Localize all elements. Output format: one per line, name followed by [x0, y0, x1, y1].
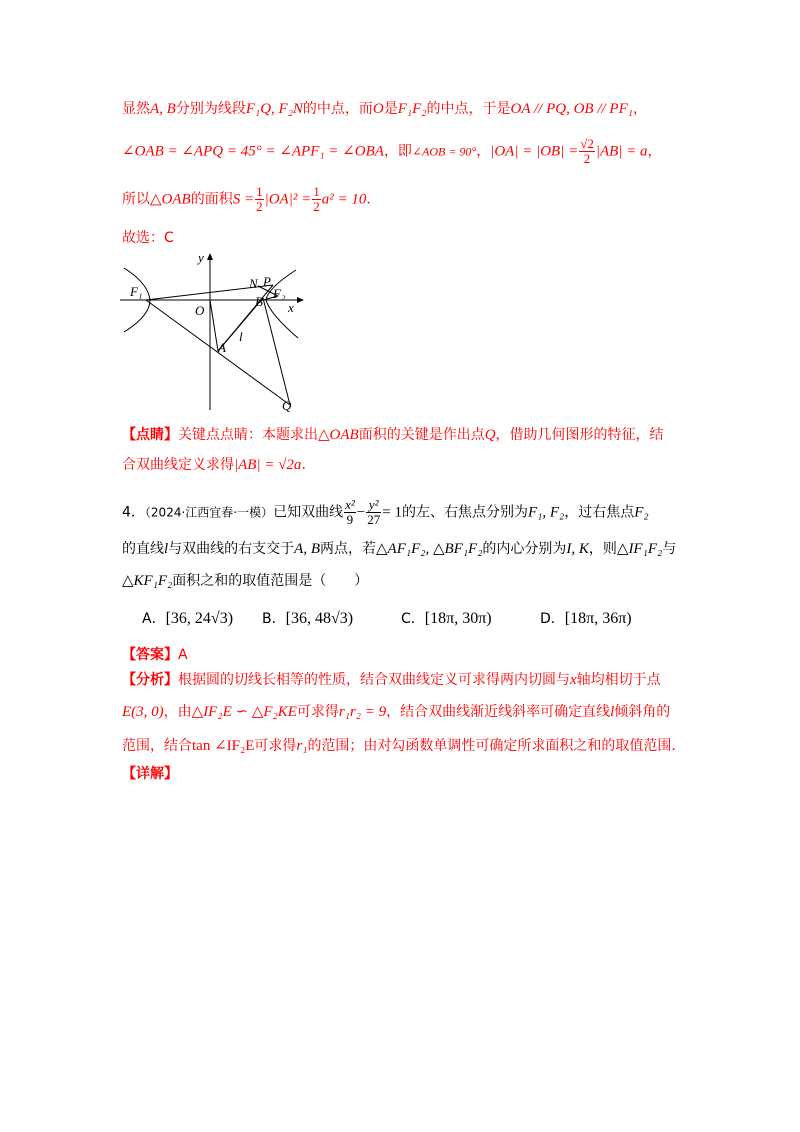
math: x — [570, 672, 577, 688]
label-F2: F₂ — [273, 286, 286, 301]
text: ，即 — [383, 143, 412, 160]
analysis-line-2 — [122, 702, 670, 722]
answer-value: A — [178, 647, 188, 663]
text: 的面积 — [190, 191, 233, 208]
text: ，结合双曲线渐近线斜率可确定直线 — [386, 704, 611, 720]
problem-4-line-1 — [122, 498, 649, 527]
text: ． — [301, 457, 316, 473]
label-O: O — [195, 303, 205, 318]
label-B: B — [255, 294, 263, 309]
answer-tag: 【答案】 — [122, 647, 178, 663]
math: tan ∠IF₂E — [192, 738, 255, 754]
label-P: P — [263, 274, 271, 289]
math: S = — [232, 191, 255, 208]
math: r₁r₂ = 9 — [338, 704, 387, 720]
fraction: $\frac{\text{y²}}{27}$ — [367, 497, 381, 527]
text: 面积的关键是作出点 — [358, 427, 485, 443]
math: |AB| = √2a — [234, 457, 302, 473]
math: F₁F₂ — [397, 101, 427, 117]
option-a[interactable] — [142, 609, 233, 629]
text: 可求得 — [254, 738, 297, 754]
tip-line-1 — [122, 425, 664, 445]
label-A: A — [218, 340, 226, 355]
math: △IF₁F₂ — [616, 541, 663, 557]
label-Q: Q — [282, 398, 292, 413]
text: 的范围；由对勾函数单调性可确定所求面积之和的取值范围． — [307, 738, 686, 754]
answer-line — [122, 645, 188, 665]
math: Q — [484, 427, 496, 443]
text: ， — [647, 143, 662, 160]
text: 与双曲线的右支交于 — [168, 541, 295, 557]
option-label: B． — [262, 611, 286, 627]
math: △KF₁F₂ — [122, 573, 173, 589]
math: ∠AOB = 90° — [411, 144, 477, 159]
math: l — [610, 704, 615, 720]
text: ，过右焦点 — [564, 504, 635, 521]
math: △AF₁F₂, △BF₁F₂ — [376, 541, 483, 557]
math: r₁ — [296, 738, 308, 754]
math: △OAB — [150, 191, 191, 208]
text: 是 — [383, 101, 398, 117]
text: 已知双曲线 — [273, 504, 344, 521]
fraction: $\frac{\text{x²}}{9}$ — [345, 497, 355, 527]
math: OA // PQ, OB // PF₁ — [510, 101, 633, 117]
math: △OAB — [318, 427, 359, 443]
option-value: [36, 24√3) — [165, 610, 234, 627]
option-value: [18π, 30π) — [424, 610, 492, 627]
problem-number: 4． — [122, 504, 145, 521]
label-x: x — [288, 300, 294, 315]
text: 合双曲线定义求得 — [122, 457, 234, 473]
text: 的内心分别为 — [482, 541, 567, 557]
label-y: y — [198, 250, 204, 265]
math: − — [356, 504, 366, 521]
problem-4-line-2 — [122, 539, 676, 559]
math: E(3, 0) — [122, 704, 164, 720]
text: 范围，结合 — [122, 738, 192, 754]
text: ， — [476, 143, 491, 160]
label-N: N — [249, 276, 258, 291]
math: F₂ — [634, 504, 649, 521]
option-b[interactable] — [262, 609, 353, 629]
tip-line-2 — [122, 455, 315, 475]
text: 可求得 — [296, 704, 339, 720]
text: 分别为线段 — [175, 101, 246, 117]
solution-line-1 — [122, 99, 647, 119]
math: |OA| = |OB| = — [490, 143, 579, 160]
label-l: l — [239, 329, 243, 344]
detail-tag: 【详解】 — [122, 766, 178, 782]
text: 的直线 — [122, 541, 164, 557]
option-d[interactable] — [540, 609, 632, 629]
solution-line-3 — [122, 185, 380, 214]
problem-source: （2024·江西宜春·一模） — [144, 505, 274, 520]
math: A, B — [294, 541, 320, 557]
text: 的中点，于是 — [426, 101, 511, 117]
choice-line: 故选：C — [122, 230, 174, 246]
math: |AB| = a — [595, 143, 648, 160]
text: 关键点点睛：本题求出 — [178, 427, 318, 443]
text: 所以 — [122, 191, 150, 208]
text: ，由 — [163, 704, 192, 720]
math: O — [372, 101, 384, 117]
text: 与 — [662, 541, 677, 557]
option-value: [36, 48√3) — [285, 610, 354, 627]
text: 的左、右焦点分别为 — [401, 504, 528, 521]
fraction: $\frac{√2}{2}$ — [580, 136, 594, 166]
problem-4-line-3 — [122, 571, 368, 591]
math: △IF₂E ∽ △F₂KE — [191, 704, 297, 720]
math: |OA|² = — [264, 191, 312, 208]
option-label: C． — [401, 611, 425, 627]
text: 倾斜角的 — [614, 704, 671, 720]
text: 根据圆的切线长相等的性质，结合双曲线定义可求得两内切圆与 — [178, 672, 570, 688]
hyperbola-figure — [118, 248, 318, 418]
math: A, B — [150, 101, 176, 117]
option-label: A． — [142, 611, 166, 627]
math: I, K — [566, 541, 589, 557]
text: 的中点，而 — [302, 101, 373, 117]
text: ， — [632, 101, 647, 117]
math: l — [164, 541, 169, 557]
text: 轴均相切于点 — [576, 672, 661, 688]
math: F₁Q, F₂N — [245, 101, 303, 117]
text: 显然 — [122, 101, 150, 117]
text: 两点，若 — [320, 541, 376, 557]
option-label: D． — [540, 611, 565, 627]
text: ，借助几何图形的特征，结 — [495, 427, 664, 443]
analysis-line-1 — [122, 670, 661, 690]
solution-line-2 — [122, 137, 662, 166]
text: ． — [366, 191, 381, 208]
text: ，则 — [588, 541, 617, 557]
fraction: $\frac{1}{2}$ — [313, 184, 320, 214]
math: ∠OAB = ∠APQ = 45° = ∠APF₁ = ∠OBA — [122, 143, 384, 160]
option-c[interactable] — [401, 609, 492, 629]
analysis-tag: 【分析】 — [122, 672, 178, 688]
math: F₁, F₂ — [527, 504, 565, 521]
analysis-line-3 — [122, 736, 685, 756]
math: a² = 10 — [321, 191, 367, 208]
label-F1: F₁ — [130, 284, 143, 299]
tip-tag: 【点睛】 — [122, 427, 178, 443]
math: = 1 — [382, 504, 402, 521]
fraction: $\frac{1}{2}$ — [256, 184, 263, 214]
text: 面积之和的取值范围是（ ） — [172, 573, 369, 589]
option-value: [18π, 36π) — [564, 610, 632, 627]
